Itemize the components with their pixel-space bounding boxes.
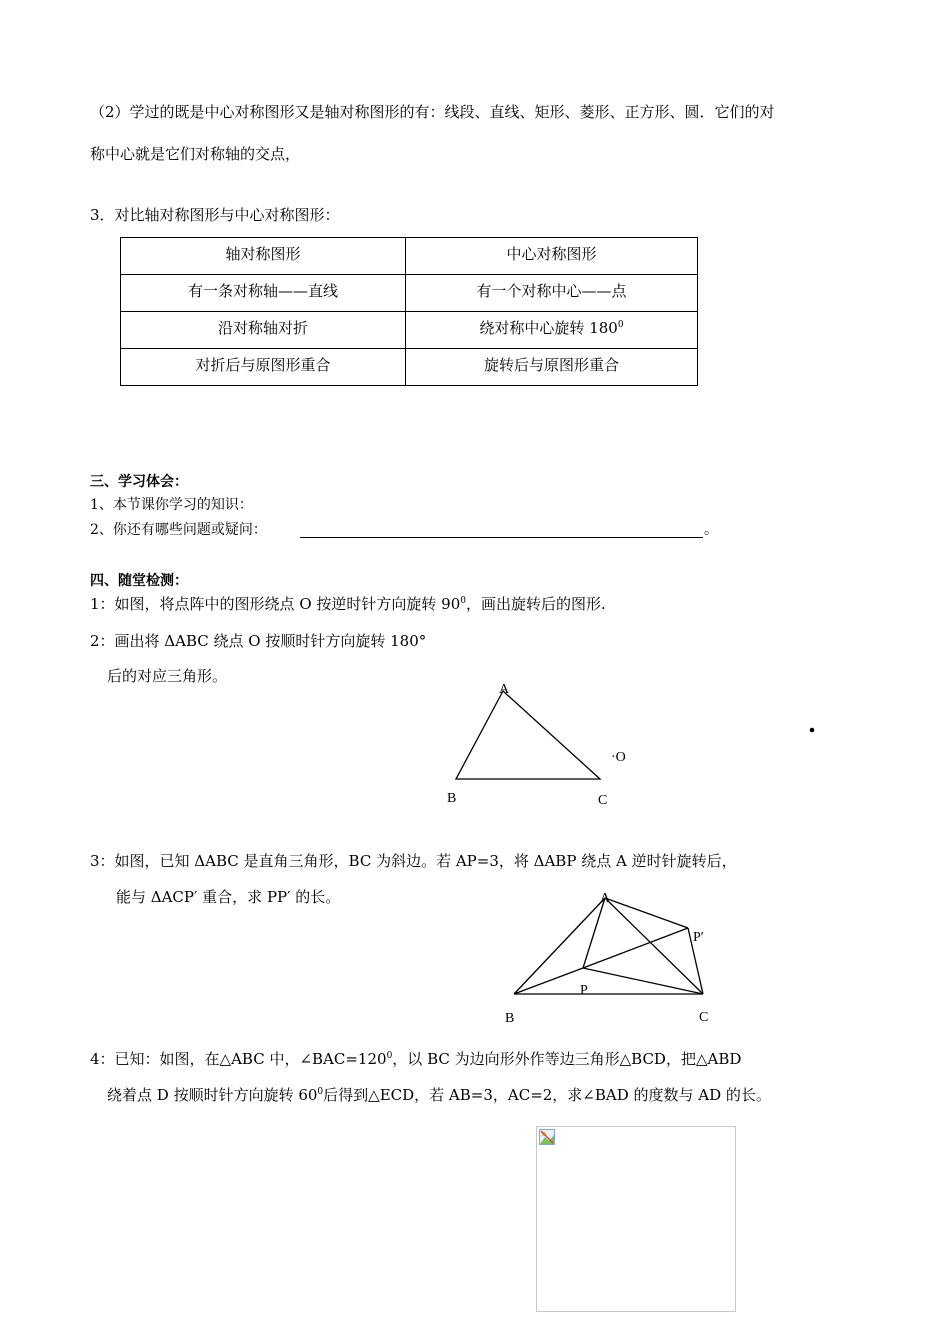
fig3-label-b: B (505, 1011, 515, 1026)
question-4-line2 (107, 1085, 771, 1105)
fig3-label-p: P (580, 983, 588, 998)
q1-text-a: 1：如图，将点阵中的图形绕点 O 按逆时针方向旋转 90 (90, 595, 461, 613)
reflection-item2-end: 。 (704, 522, 718, 538)
table-cell: 对折后与原图形重合 (121, 349, 406, 386)
para2-line2: 称中心就是它们对称轴的交点， (90, 145, 301, 163)
reflection-title: 三、学习体会： (90, 474, 188, 490)
segment-pc (583, 968, 703, 994)
q4-degree-sup: 0 (386, 1051, 393, 1061)
question-4-line1 (90, 1049, 741, 1069)
degree-sup: 0 (617, 320, 624, 330)
fig2-label-o: ·O (611, 750, 626, 765)
isolated-dot (810, 728, 815, 733)
table-cell: 沿对称轴对折 (121, 312, 406, 349)
para2-line1: （2）学过的既是中心对称图形又是轴对称图形的有：线段、直线、矩形、菱形、正方形、圆．它们的对 (90, 103, 775, 121)
table-cell: 有一条对称轴——直线 (121, 275, 406, 312)
table-header-cell: 中心对称图形 (406, 238, 698, 275)
segment-ap-prime (605, 898, 688, 928)
question-3-line2: 能与 ΔACP′ 重合，求 PP′ 的长。 (116, 888, 341, 906)
question-3-line1: 3：如图，已知 ΔABC 是直角三角形，BC 为斜边。若 AP=3，将 ΔABP 绕点 A 逆时针旋转后， (90, 852, 737, 870)
fig2-label-b: B (447, 791, 457, 806)
q4-text-b: ，以 BC 为边向形外作等边三角形△BCD，把△ABD (392, 1050, 742, 1068)
segment-ac (605, 898, 703, 994)
table-cell: 有一个对称中心——点 (406, 275, 698, 312)
segment-ap (583, 898, 605, 968)
fig3-label-c: C (699, 1010, 709, 1025)
segment-bp (514, 968, 583, 994)
fig2-label-c: C (598, 793, 608, 808)
segment-pp-prime (583, 928, 688, 968)
fig3-label-a: A (600, 891, 611, 906)
broken-image-icon (539, 1129, 555, 1145)
table-cell-text: 绕对称中心旋转 180 (479, 319, 618, 337)
question-2-line1: 2：画出将 ΔABC 绕点 O 按顺时针方向旋转 180° (90, 632, 427, 650)
q1-text-b: ，画出旋转后的图形. (465, 595, 606, 613)
segment-ab (514, 898, 605, 994)
q4-text-c: 绕着点 D 按顺时针方向旋转 60 (107, 1086, 318, 1104)
image-placeholder (536, 1126, 736, 1312)
table-cell: 旋转后与原图形重合 (406, 349, 698, 386)
triangle-abc (456, 691, 600, 779)
reflection-item1: 1、本节课你学习的知识： (90, 497, 253, 513)
q4-text-a: 4：已知：如图，在△ABC 中，∠BAC=120 (90, 1050, 387, 1068)
fig2-label-a: A (499, 682, 510, 697)
q4-degree-sup-2: 0 (317, 1087, 324, 1097)
q1-degree-sup: 0 (460, 596, 466, 606)
fig3-label-p-prime: P′ (693, 930, 704, 945)
question-2-line2: 后的对应三角形。 (107, 667, 228, 685)
table-header-cell: 轴对称图形 (121, 238, 406, 275)
q4-text-d: 后得到△ECD，若 AB=3，AC=2，求∠BAD 的度数与 AD 的长。 (323, 1086, 771, 1104)
section3-title: 3．对比轴对称图形与中心对称图形： (90, 206, 340, 224)
test-title: 四、随堂检测： (90, 573, 188, 589)
reflection-item2: 2、你还有哪些问题或疑问： (90, 522, 267, 538)
